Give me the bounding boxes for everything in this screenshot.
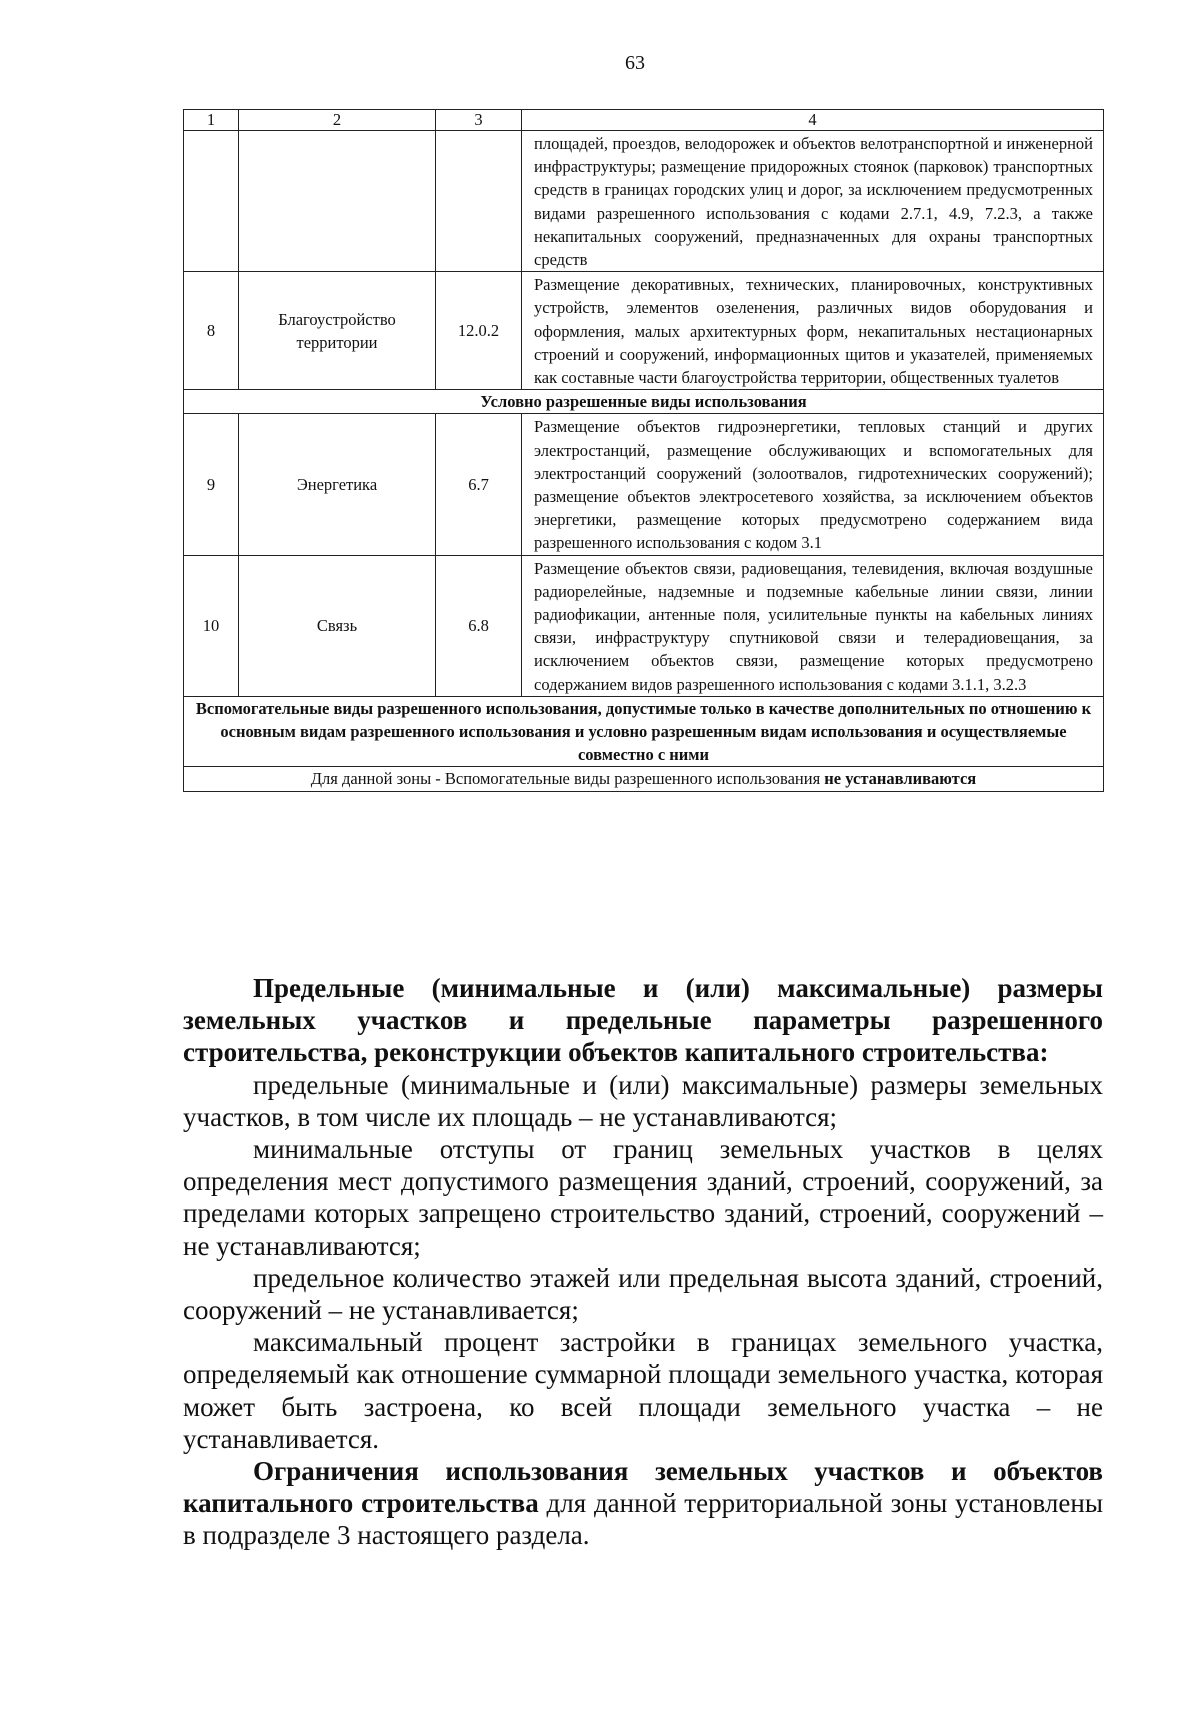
restrictions-rest: для данной территориальной зоны установлены в подразделе 3 настоящего раздела. [183,1488,1103,1551]
row-number: 8 [184,272,239,390]
paragraph: максимальный процент застройки в границах земельного участка, определяемый как отношение суммарной площади земельного участка, которая может быть застроена, ко всей площади земельного участка – не устанавливается. [183,1327,1103,1454]
table-header-cell: 1 [184,110,239,131]
table-header-cell: 2 [239,110,436,131]
zone-note [184,767,1104,791]
body-text [183,972,1103,1552]
section-row [184,390,1104,414]
restrictions-bold: Ограничения использования земельных участков и объектов капитального строительства [183,1456,1103,1519]
table-row [184,131,1104,272]
row-name: Благоустройство территории [239,272,436,390]
page-number: 63 [625,52,645,74]
row-name: Связь [239,555,436,696]
table-header-cell: 4 [522,110,1104,131]
zone-note-bold: не устанавливаются [824,769,977,789]
row-code: 6.8 [436,555,522,696]
row-code: 12.0.2 [436,272,522,390]
row-number: 9 [184,414,239,555]
land-use-table [183,109,1104,792]
row-description: Размещение декоративных, технических, планировочных, конструктивных устройств, элементов озеленения, различных видов оборудования и оформления, малых архитектурных форм, некапитальных нестационарных строений и сооружений, информационных щитов и указателей, применяемых как составные части благоустройства территории, общественных туалетов [522,272,1104,390]
row-description: Размещение объектов гидроэнергетики, тепловых станций и других электростанций, размещение обслуживающих и вспомогательных для электростанций сооружений (золоотвалов, гидротехнических сооружений); размещение объектов электросетевого хозяйства, за исключением объектов энергетики, размещение которых предусмотрено содержанием вида разрешенного использования с кодом 3.1 [522,414,1104,555]
section-row [184,696,1104,767]
paragraph [183,1455,1103,1552]
table-header-row [184,110,1104,131]
table-row [184,414,1104,555]
paragraph: предельное количество этажей или предельная высота зданий, строений, сооружений – не устанавливается; [183,1262,1103,1326]
note-row [184,767,1104,791]
paragraph: предельные (минимальные и (или) максимальные) размеры земельных участков, в том числе их площадь – не устанавливаются; [183,1069,1103,1132]
zone-note-prefix: Для данной зоны - Вспомогательные виды разрешенного использования [310,769,825,789]
section-heading: Условно разрешенные виды использования [184,390,1104,414]
table-row [184,272,1104,390]
table-header-cell: 3 [436,110,522,131]
row-number: 10 [184,555,239,696]
paragraph: минимальные отступы от границ земельных участков в целях определения мест допустимого размещения зданий, строений, сооружений, за пределами которых запрещено строительство зданий, строений, сооружений – не устанавливаются; [183,1134,1103,1261]
row-description: площадей, проездов, велодорожек и объектов велотранспортной и инженерной инфраструктуры; размещение придорожных стоянок (парковок) транспортных средств в границах городских улиц и дорог, за исключением предусмотренных видами разрешенного использования с кодами 2.7.1, 4.9, 7.2.3, а также некапитальных сооружений, предназначенных для охраны транспортных средств [522,131,1104,272]
section-heading: Вспомогательные виды разрешенного использования, допустимые только в качестве дополнительных по отношению к основным видам разрешенного использования и условно разрешенным видам использования и осуществляемые совместно с ними [184,696,1104,767]
section-heading: Предельные (минимальные и (или) максимальные) размеры земельных участков и предельные параметры разрешенного строительства, реконструкции объектов капитального строительства: [183,973,1103,1068]
row-name: Энергетика [239,414,436,555]
row-code: 6.7 [436,414,522,555]
table-row [184,555,1104,696]
row-description: Размещение объектов связи, радиовещания, телевидения, включая воздушные радиорелейные, надземные и подземные кабельные линии связи, линии радиофикации, антенные поля, усилительные пункты на кабельных линиях связи, инфраструктуру спутниковой связи и телерадиовещания, за исключением объектов связи, размещение которых предусмотрено содержанием видов разрешенного использования с кодами 3.1.1, 3.2.3 [522,555,1104,696]
